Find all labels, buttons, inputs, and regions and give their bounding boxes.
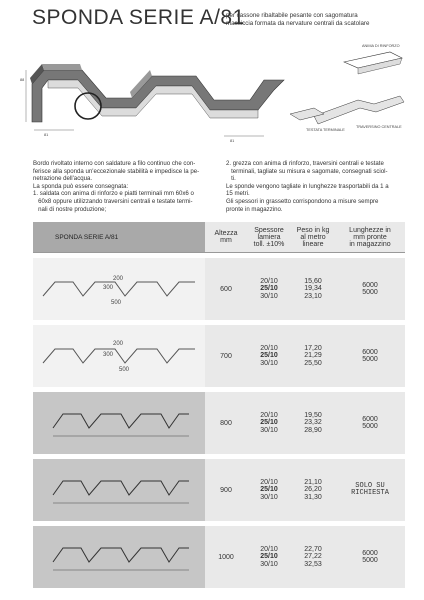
table-row: [33, 526, 405, 588]
intro-right: 2. grezza con anima di rinforzo, traversini centrali e testate terminali, tagliate su misura e sagomate, consegnati sciol- ti. Le sponde vengono tagliate in lunghezze trasportabili da 1 a 15 metri. Gli spessori in grassetto corrispondono a misure sempre pronte in magazzino.: [226, 160, 389, 213]
peso-cell: 17,20 21,29 25,50: [291, 325, 335, 387]
dim-label: 81: [230, 139, 235, 143]
altezza-cell: 600: [205, 258, 247, 320]
col-lunghezze: Lunghezze in mm pronte in magazzino: [335, 222, 405, 253]
dim-text: 200: [113, 341, 124, 347]
profile-top-1: [42, 64, 82, 70]
dim-text: 200: [113, 276, 124, 282]
table-header: [33, 222, 405, 253]
label-anima: ANIMA DI RINFORZO: [362, 44, 400, 48]
peso-cell: 22,70 27,22 32,53: [291, 526, 335, 588]
profile-drawing: [14, 40, 414, 150]
altezza-cell: 1000: [205, 526, 247, 588]
table-row: [33, 325, 405, 387]
col-spessore: Spessore lamiera toll. ±10%: [247, 222, 291, 253]
spessore-cell: 20/10 25/10 30/10: [247, 258, 291, 320]
altezza-cell: 900: [205, 459, 247, 521]
dim-label: 88: [20, 78, 25, 82]
col-altezza: Altezza mm: [205, 222, 247, 253]
spessore-cell: 20/10 25/10 30/10: [247, 325, 291, 387]
profile-section-image: [33, 392, 205, 454]
traversino-part: [314, 96, 404, 124]
peso-cell: 21,10 26,20 31,30: [291, 459, 335, 521]
dim-label: 81: [44, 133, 49, 137]
lunghezze-cell: 6000 5000: [335, 325, 405, 387]
label-testata: TESTATA TERMINALE: [306, 128, 345, 132]
profile-section-image: [33, 258, 205, 320]
spessore-cell: 20/10 25/10 30/10: [247, 526, 291, 588]
dim-text: 500: [119, 367, 130, 373]
peso-cell: 19,50 23,32 28,90: [291, 392, 335, 454]
lunghezze-cell: SOLO SU RICHIESTA: [335, 459, 405, 521]
table-row: [33, 459, 405, 521]
col-peso: Peso in kg al metro lineare: [291, 222, 335, 253]
peso-cell: 15,60 19,34 23,10: [291, 258, 335, 320]
profile-section-image: [33, 325, 205, 387]
lunghezze-cell: 6000 5000: [335, 258, 405, 320]
profile-section-image: [33, 459, 205, 521]
dim-text: 300: [103, 352, 114, 358]
page-subtitle: per cassone ribaltabile pesante con sagomatura massiccia formata da nervature centrali da scatolare: [226, 12, 370, 27]
altezza-cell: 800: [205, 392, 247, 454]
table-row: [33, 258, 405, 320]
spessore-cell: 20/10 25/10 30/10: [247, 459, 291, 521]
table-row: [33, 392, 405, 454]
intro-left: Bordo rivoltato interno con saldature a filo continuo che con- feriscе alla sponda un'eccezionale stabilità e impediscе la pe- netrazione dell'acqua. La sponda può essere consegnata: 1. saldata con anima di rinforzo e piatti terminali mm 60x6 o 60x8 oppure utilizzando traversini centrali e testate termi- nali di nostre produzione;: [33, 160, 200, 213]
spessore-cell: 20/10 25/10 30/10: [247, 392, 291, 454]
dim-text: 300: [103, 285, 114, 291]
lunghezze-cell: 6000 5000: [335, 526, 405, 588]
lunghezze-cell: 6000 5000: [335, 392, 405, 454]
profile-section-image: [33, 526, 205, 588]
table-label: SPONDA SERIE A/81: [33, 222, 205, 253]
label-traversino: TRAVERSINO CENTRALE: [356, 125, 402, 129]
altezza-cell: 700: [205, 325, 247, 387]
page-title: SPONDA SERIE A/81: [32, 6, 245, 29]
dim-text: 500: [111, 300, 122, 306]
spec-table: [33, 222, 405, 588]
